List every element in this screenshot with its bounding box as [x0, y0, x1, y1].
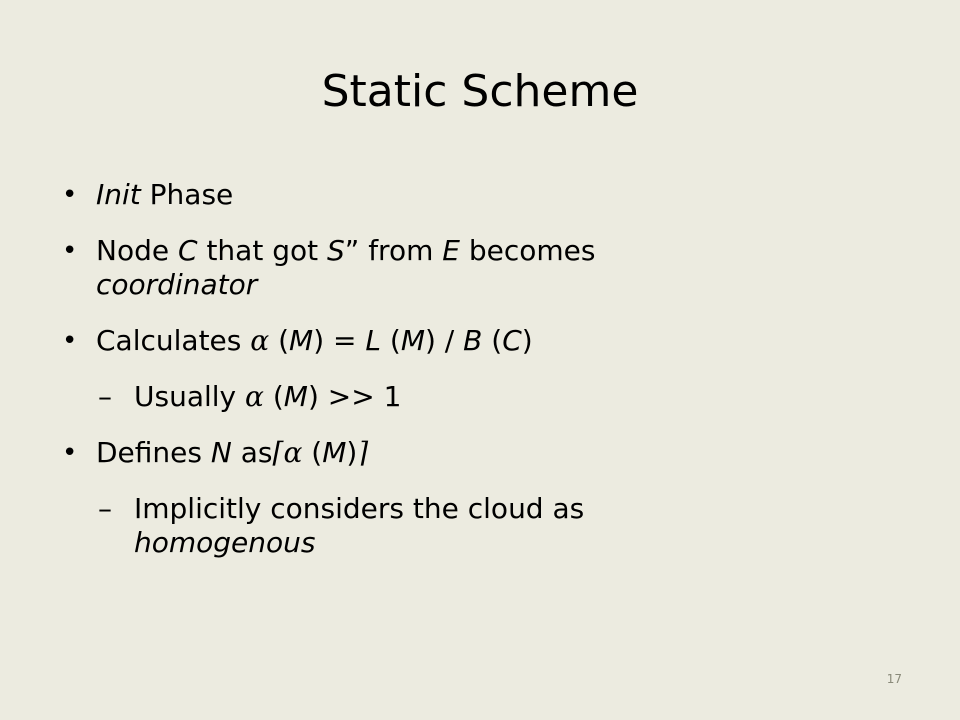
alpha-symbol: α [245, 380, 264, 413]
ceiling-close-symbol: ⌉ [357, 436, 369, 469]
sub-bullet-usually [62, 380, 922, 414]
text-italic: Init [96, 178, 141, 211]
text: Phase [140, 178, 234, 211]
text: ) / [424, 324, 464, 357]
dash-bullet-icon: – [98, 492, 112, 525]
bullet-dot-icon: • [62, 180, 78, 210]
bullet-coordinator [62, 234, 922, 302]
text-italic: M [400, 324, 425, 357]
bullet-calculates [62, 324, 922, 358]
text: Usually [134, 380, 246, 413]
text: ) [346, 436, 358, 469]
text-italic: B [463, 324, 483, 357]
text: ) [521, 324, 533, 357]
ceiling-open-symbol: ⌈ [272, 436, 284, 469]
text: Calculates [96, 324, 251, 357]
text-italic: E [442, 234, 460, 267]
text: ) >> 1 [307, 380, 402, 413]
text: as [231, 436, 273, 469]
text: ( [302, 436, 323, 469]
text-italic: S [327, 234, 345, 267]
bullet-dot-icon: • [62, 236, 78, 266]
text: becomes [459, 234, 596, 267]
text-italic: M [322, 436, 347, 469]
text: Defines [96, 436, 211, 469]
text-italic: coordinator [96, 268, 258, 301]
alpha-symbol: α [250, 324, 270, 357]
bullet-dot-icon: • [62, 326, 78, 356]
text: ( [380, 324, 401, 357]
text-italic: N [210, 436, 232, 469]
text: ( [269, 324, 290, 357]
text: ” from [344, 234, 443, 267]
text-italic: M [283, 380, 308, 413]
text-italic: C [502, 324, 522, 357]
bullet-init-phase [62, 178, 922, 212]
text: ) = [313, 324, 366, 357]
text-italic: homogenous [134, 526, 316, 559]
bullet-dot-icon: • [62, 438, 78, 468]
slide-title: Static Scheme [321, 66, 639, 117]
text: Implicitly considers the cloud as [134, 492, 585, 525]
text-italic: C [177, 234, 198, 267]
alpha-symbol: α [283, 436, 303, 469]
text: ( [263, 380, 284, 413]
bullet-list [62, 178, 922, 582]
text-italic: M [289, 324, 314, 357]
text-italic: L [365, 324, 381, 357]
text: ( [482, 324, 503, 357]
sub-bullet-implicitly [62, 492, 922, 560]
dash-bullet-icon: – [98, 380, 112, 413]
page-number: 17 [886, 672, 902, 686]
bullet-defines [62, 436, 922, 470]
text: that got [197, 234, 327, 267]
text: Node [96, 234, 178, 267]
